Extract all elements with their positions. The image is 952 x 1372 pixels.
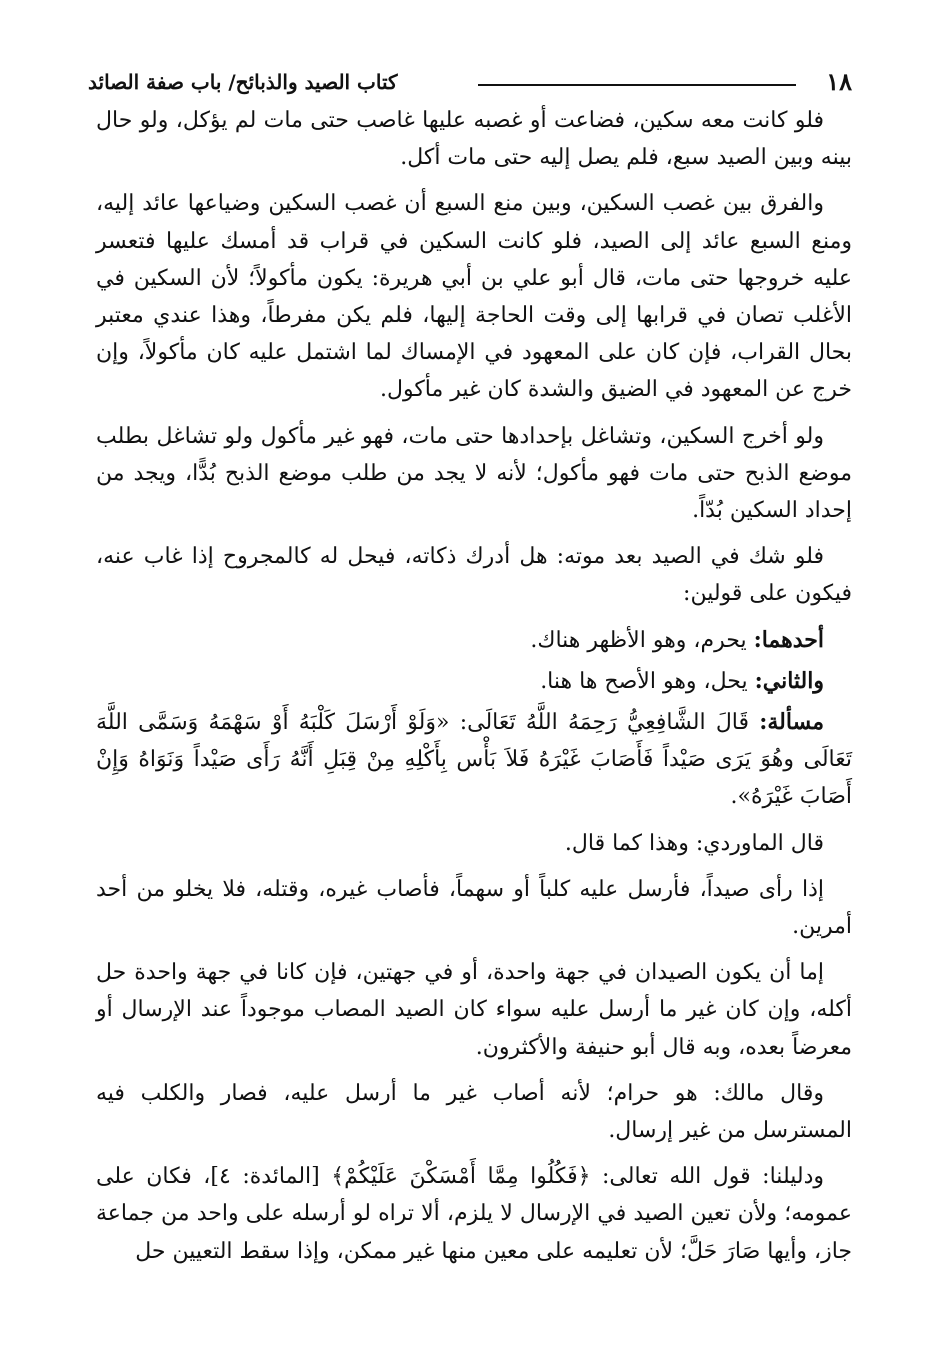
- paragraph-7-lead: مسألة:: [759, 709, 824, 736]
- paragraph-9: إذا رأى صيداً، فأرسل عليه كلباً أو سهماً، فأصاب غيره، وقتله، فلا يخلو من أحد أمرين.: [96, 876, 852, 940]
- paragraph-5-lead: أحدهما:: [753, 626, 824, 653]
- paragraph-11: وقال مالك: هو حرام؛ لأنه أصاب غير ما أرسل عليه، فصار والكلب فيه المسترسل من غير إرسال.: [96, 1080, 852, 1144]
- header-rule: [478, 84, 796, 86]
- paragraph-6-lead: والثاني:: [754, 667, 824, 694]
- running-title: كتاب الصيد والذبائح/ باب صفة الصائد: [88, 70, 398, 94]
- paragraph-12: ودليلنا: قول الله تعالى: ﴿فَكُلُوا مِمَّا أَمْسَكْنَ عَلَيْكُمْ﴾ [المائدة: ٤]، فكان على عمومه؛ ولأن تعين الصيد في الإرسال لا يلزم، ألا تراه لو أرسله على واحد من جماعة جاز، وأيها صَارَ حَلَّ؛ لأن تعليمه على معين منها غير ممكن، وإذا سقط التعيين حل: [96, 1164, 852, 1264]
- paragraph-4: فلو شك في الصيد بعد موته: هل أدرك ذكاته، فيحل له كالمجروح إذا غاب عنه، فيكون على قولين:: [96, 544, 852, 607]
- paragraph-7: [96, 704, 852, 816]
- paragraph-5-text: يحرم، وهو الأظهر هناك.: [530, 627, 754, 653]
- paragraph-6: [96, 663, 852, 700]
- paragraph-5: [96, 622, 852, 659]
- page-header: [88, 66, 852, 100]
- paragraph-7-text: قَالَ الشَّافِعِيُّ رَحِمَهُ اللَّهُ تَعَالَى: «وَلَوْ أَرْسَلَ كَلْبَهُ أَوْ سَهْمَهُ وَسَمَّى اللَّهَ تَعَالَى وهُوَ يَرَى صَيْداً فَأَصَابَ غَيْرَهُ فَلاَ بَأْس بِأَكْلِهِ مِنْ قِبَلِ أَنَّهُ رَأَى صَيْداً وَنَوَاهُ وَإِنْ أَصَابَ غَيْرَهُ».: [96, 710, 852, 810]
- paragraph-2: والفرق بين غصب السكين، وبين منع السبع أن غصب السكين وضياعها عائد إليه، ومنع السبع عائد إلى الصيد، فلو كانت السكين في قراب قد أمسك عليها فتعسر عليه خروجها حتى مات، قال أبو علي بن أبي هريرة: يكون مأكولاً؛ لأن السكين في الأغلب تصان في قرابها إلى وقت الحاجة إليها، فلم يكن مفرطاً، وهذا عندي معتبر بحال القراب، فإن كان على المعهود في الإمساك لما اشتمل عليه كان مأكولاً، وإن خرج عن المعهود في الضيق والشدة كان غير مأكول.: [96, 191, 852, 403]
- paragraph-6-text: يحل، وهو الأصح ها هنا.: [540, 668, 755, 694]
- paragraph-8: قال الماوردي: وهذا كما قال.: [564, 830, 824, 856]
- paragraph-10: إما أن يكون الصيدان في جهة واحدة، أو في جهتين، فإن كانا في جهة واحدة حل أكله، وإن كان غير ما أرسل عليه سواء كان الصيد المصاب موجوداً عند الإرسال أو معرضاً بعده، وبه قال أبو حنيفة والأكثرون.: [96, 960, 852, 1060]
- body-text: [96, 102, 852, 1279]
- paragraph-1: فلو كانت معه سكين، فضاعت أو غصبه عليها غاصب حتى مات لم يؤكل، ولو حال بينه وبين الصيد سبع، فلم يصل إليه حتى مات أكل.: [96, 108, 852, 171]
- paragraph-3: ولو أخرج السكين، وتشاغل بإحدادها حتى مات، فهو غير مأكول ولو تشاغل بطلب موضع الذبح حتى مات فهو مأكول؛ لأنه لا يجد من طلب موضع الذبح بُدًّا، ويجد من إحداد السكين بُدّاً.: [96, 423, 852, 524]
- page-number: ١٨: [826, 67, 852, 96]
